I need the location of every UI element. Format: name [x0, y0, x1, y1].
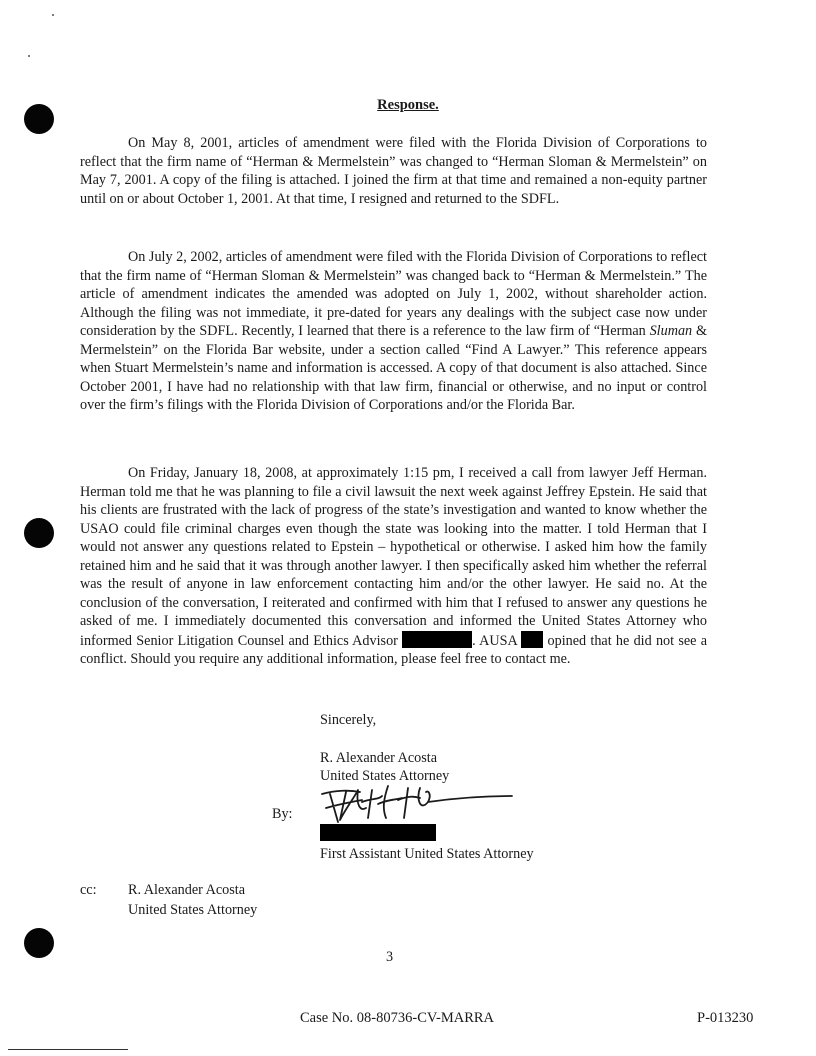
paragraph-2	[80, 248, 707, 415]
page-number: 3	[386, 949, 394, 965]
signer-name: R. Alexander Acosta	[320, 750, 438, 766]
paragraph-2-italic-name: Sluman	[649, 323, 693, 339]
paragraph-3-text-c: opined that he did not see a conflict. Should you require any additional information, please feel free to contact me.	[80, 632, 708, 667]
section-heading: Response.	[377, 97, 439, 113]
handwritten-signature	[316, 778, 516, 830]
by-label: By:	[272, 806, 293, 822]
signature-title: First Assistant United States Attorney	[320, 846, 534, 862]
cc-label: cc:	[80, 882, 97, 898]
paragraph-3-text-b: . AUSA	[472, 632, 522, 649]
signer-title: United States Attorney	[320, 768, 450, 784]
closing: Sincerely,	[320, 712, 377, 728]
punch-hole	[24, 518, 54, 548]
paragraph-3-text-a: On Friday, January 18, 2008, at approximately 1:15 pm, I received a call from lawyer Jeff Herman. Herman told me that he was planning to file a civil lawsuit the next week against Jeffrey Epstein. He said that his clients are frustrated with the lack of progress of the state’s investigation and wanted to know whether the USAO could file criminal charges even though the state was looking into the matter. I told Herman that I would not answer any questions related to Epstein – hypothetical or otherwise. I asked him how the family retained him and he said that it was through another lawyer. I then specifically asked him whether the referral was the result of anyone in law enforcement contacting him and/or the other lawyer. He said no. At the conclusion of the conversation, I reiterated and confirmed with him that I refused to answer any questions he asked of me. I immediately documented this conversation and informed the United States Attorney who informed Senior Litigation Counsel and Ethics Advisor	[80, 465, 707, 649]
scan-speck	[28, 55, 30, 57]
cc-title: United States Attorney	[128, 902, 258, 918]
paragraph-3	[80, 464, 707, 669]
paragraph-2-text-b: & Mermelstein” on the Florida Bar website, under a section called “Find A Lawyer.” This reference appears when Stuart Mermelstein’s name and information is accessed. A copy of that document is also attached. Since October 2001, I have had no relationship with that law firm, financial or otherwise, and no input or control over the firm’s filings with the Florida Division of Corporations and/or the Florida Bar.	[80, 323, 707, 413]
paragraph-1: On May 8, 2001, articles of amendment were filed with the Florida Division of Corporations to reflect that the firm name of “Herman & Mermelstein” was changed to “Herman Sloman & Mermelstein” on May 7, 2001. A copy of the filing is attached. I joined the firm at that time and remained a non-equity partner until on or about October 1, 2001. At that time, I resigned and returned to the SDFL.	[80, 135, 707, 207]
cc-name: R. Alexander Acosta	[128, 882, 246, 898]
paragraph-2-text-a: On July 2, 2002, articles of amendment were filed with the Florida Division of Corporations to reflect that the firm name of “Herman Sloman & Mermelstein” was changed back to “Herman & Mermelstein.” The article of amendment indicates the amended was adopted on July 1, 2002, without shareholder action. Although the filing was not immediate, it pre-dated for years any dealings with the subject case now under consideration by the SDFL. Recently, I learned that there is a reference to the law firm of “Herman	[80, 249, 707, 339]
bates-number: P-013230	[697, 1010, 754, 1026]
scan-edge-line	[8, 1049, 128, 1050]
punch-hole	[24, 928, 54, 958]
scan-speck	[52, 14, 54, 16]
redaction-bar	[521, 631, 543, 648]
redaction-bar	[320, 824, 436, 841]
redaction-bar	[402, 631, 472, 648]
case-number: Case No. 08-80736-CV-MARRA	[300, 1010, 495, 1026]
